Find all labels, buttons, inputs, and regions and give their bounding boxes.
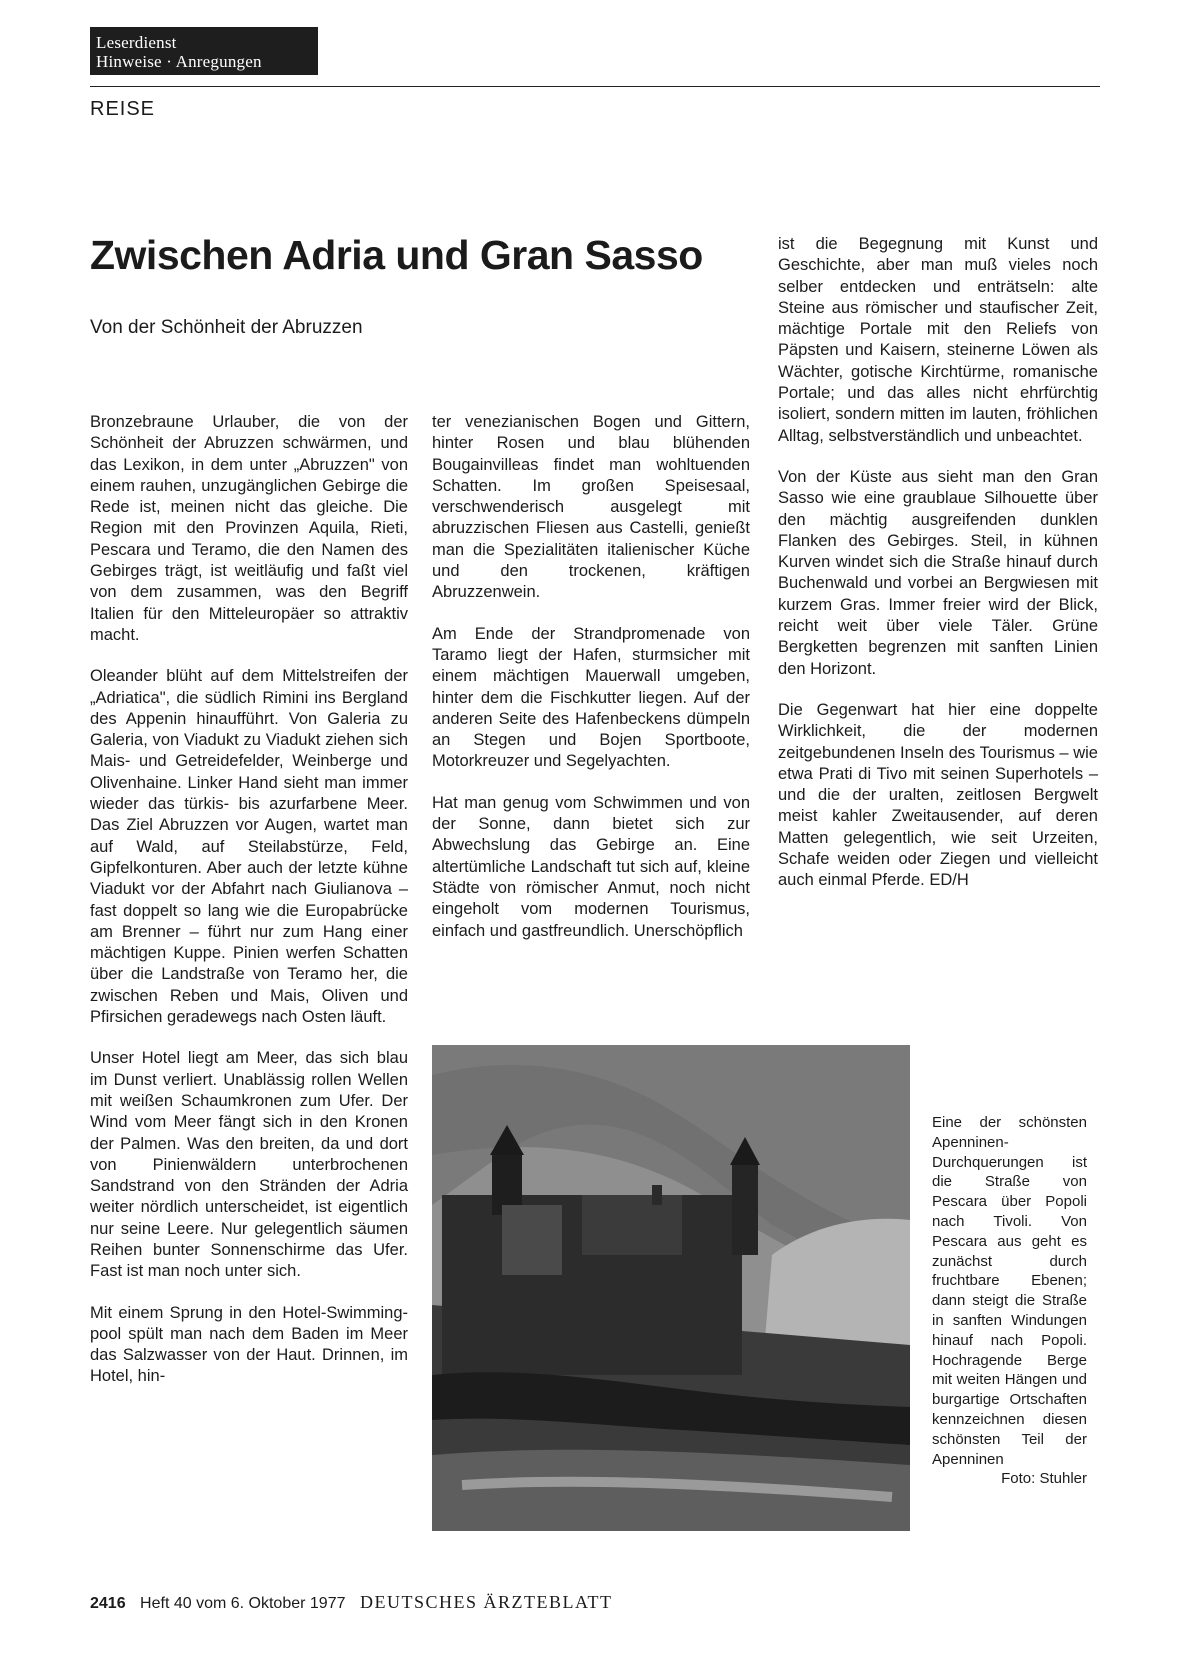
paragraph: Hat man genug vom Schwimmen und von der Sonne, dann bietet sich zur Abwechslung das Gebirge an. Eine altertümliche Landschaft tut sich auf, kleine Städte von römischer Anmut, noch nicht eingeholt vom modernen Tourismus, einfach und gastfreundlich. Unerschöpflich <box>432 793 750 940</box>
badge-line-1: Leserdienst <box>96 33 177 52</box>
page-footer <box>90 1592 612 1613</box>
paragraph: ist die Begegnung mit Kunst und Geschichte, aber man muß vieles noch selber entdecken und enträtseln: alte Steine aus römischer und staufischer Zeit, mächtige Portale mit den Reliefs von Päpsten und Kaisern, steinerne Löwen als Wächter, gotische Kirchtürme, romanische Portale; und das alles nicht ehrfürchtig isoliert, sondern mitten im lauten, fröhlichen Alltag, selbstverständlich und unbeachtet. <box>778 235 1098 445</box>
leserdienst-badge <box>90 27 318 75</box>
photo-credit: Foto: Stuhler <box>1001 1470 1087 1488</box>
header-rule <box>90 86 1100 87</box>
article-title: Zwischen Adria und Gran Sasso <box>90 232 703 278</box>
issue-info: Heft 40 vom 6. Oktober 1977 <box>140 1595 346 1612</box>
photo-drawing <box>432 1045 910 1531</box>
text-column-2 <box>432 412 750 962</box>
paragraph: Unser Hotel liegt am Meer, das sich blau im Dunst verliert. Unablässig rollen Wellen mit weißen Schaumkronen zum Ufer. Der Wind vom Meer fängt sich in den Kronen der Palmen. Was den breiten, da und dort von Pinienwäldern unterbrochenen Sandstrand von den Stränden der Adria weiter nördlich unterscheidet, ist eigentlich nur seine Leere. Nur gelegentlich säumen Reihen bunter Sonnenschirme das Ufer. Fast ist man noch unter sich. <box>90 1049 408 1281</box>
landscape-photo <box>432 1045 910 1531</box>
paragraph: Die Gegenwart hat hier eine doppelte Wirklichkeit, die der modernen zeitgebundenen Inseln des Tourismus – wie etwa Prati di Tivo mit seinen Superhotels – und die der uralten, zeitlosen Bergwelt meist kahler Zweitausender, auf deren Matten gelegentlich, wie seit Urzeiten, Schafe weiden oder Ziegen und vielleicht auch einmal Pferde. ED/H <box>778 700 1098 890</box>
paragraph: Bronzebraune Urlauber, die von der Schönheit der Abruzzen schwärmen, und das Lexikon, in dem unter „Abruzzen" von einem rauhen, unzugänglichen Gebirge die Rede ist, meinen nicht das gleiche. Die Region mit den Provinzen Aquila, Rieti, Pescara und Teramo, die den Namen des Gebirges trägt, ist weitläufig und faßt viel von dem zusammen, was den Begriff Italien für den Mitteleuropäer so attraktiv macht. <box>90 413 408 644</box>
section-label: REISE <box>90 98 156 120</box>
article-subtitle: Von der Schönheit der Abruzzen <box>90 317 363 338</box>
paragraph: Von der Küste aus sieht man den Gran Sasso wie eine graublaue Silhouette über den mächtig ausgreifenden dunklen Flanken des Gebirges. Steil, in kühnen Kurven windet sich die Straße hinauf durch Buchenwald und vorbei an Bergwiesen mit kurzem Gras. Immer freier wird der Blick, reicht weit über viele Täler. Grüne Bergketten begrenzen mit sanften Linien den Horizont. <box>778 467 1098 678</box>
photo-caption <box>932 1113 1087 1489</box>
text-column-3 <box>778 234 1098 912</box>
paragraph: Am Ende der Strandpromenade von Taramo liegt der Hafen, sturmsicher mit einem mächtigen Mauerwall umgeben, hinter dem die Fischkutter liegen. Auf der anderen Seite des Hafenbeckens dümpeln an Stegen und Bojen Sportboote, Motorkreuzer und Segelyachten. <box>432 624 750 771</box>
text-column-1 <box>90 412 408 1408</box>
paragraph: Oleander blüht auf dem Mittelstreifen der „Adriatica", die südlich Rimini ins Bergland des Appenin hinaufführt. Von Galeria zu Galeria, von Viadukt zu Viadukt ziehen sich Mais- und Getreidefelder, Weinberge und Olivenhaine. Linker Hand sieht man immer wieder das türkis- bis azurfarbene Meer. Das Ziel Abruzzen vor Augen, wartet man auf Wald, auf Steilabstürze, Feld, Gipfelkonturen. Aber auch der letzte kühne Viadukt vor der Abfahrt nach Giulianova – fast doppelt so lang wie die Europabrücke am Brenner – führt nur zum Hang einer mächtigen Kuppe. Pinien werfen Schatten über die Landstraße von Teramo her, die zwischen Reben und Mais, Oliven und Pfirsichen geradewegs nach Osten läuft. <box>90 667 408 1027</box>
paragraph: ter venezianischen Bogen und Gittern, hinter Rosen und blau blühenden Bougainvilleas findet man wohltuenden Schatten. Im großen Speisesaal, verschwenderisch ausgelegt mit abruzzischen Fliesen aus Castelli, genießt man die Spezialitäten italienischer Küche und den trockenen, kräftigen Abruzzenwein. <box>432 413 750 602</box>
badge-line-2: Hinweise · Anregungen <box>96 52 262 71</box>
caption-text: Eine der schönsten Apenninen-Durchquerungen ist die Straße von Pescara über Popoli nach Tivoli. Von Pescara aus geht es zunächst durch fruchtbare Ebenen; dann steigt die Straße in sanften Windungen hinauf nach Popoli. Hochragende Berge mit weiten Hängen und burgartige Ortschaften kennzeichnen diesen schönsten Teil der Apenninen <box>932 1114 1087 1468</box>
publication-name: DEUTSCHES ÄRZTEBLATT <box>359 1592 613 1612</box>
page-number: 2416 <box>90 1595 126 1612</box>
paragraph: Mit einem Sprung in den Hotel-Swimming-pool spült man nach dem Baden im Meer das Salzwasser von der Haut. Drinnen, im Hotel, hin- <box>90 1303 408 1386</box>
